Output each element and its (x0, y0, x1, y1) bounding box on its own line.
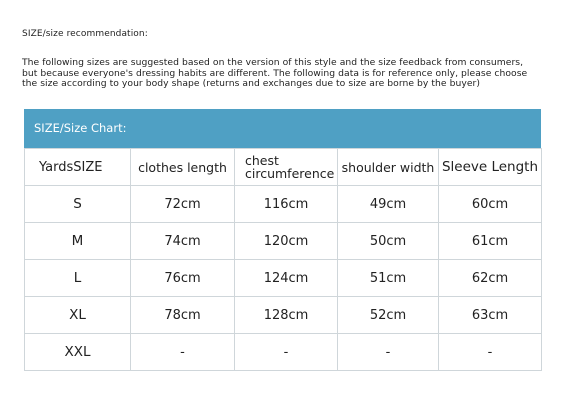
size-cell: M (25, 223, 131, 260)
table-row (25, 186, 542, 223)
size-chart-title: SIZE/Size Chart: (24, 109, 541, 148)
intro-line: the size according to your body shape (returns and exchanges due to size are borne by the buyer) (22, 78, 480, 90)
size-cell: L (25, 260, 131, 297)
column-header-size: YardsSIZE (25, 149, 131, 186)
table-cell: 78cm (131, 297, 235, 334)
table-cell: - (235, 334, 338, 371)
table-cell: 61cm (439, 223, 542, 260)
column-header-sleeve: Sleeve Length (439, 149, 542, 186)
table-cell: 52cm (338, 297, 439, 334)
table-row (25, 334, 542, 371)
table-cell: 72cm (131, 186, 235, 223)
size-chart (24, 109, 541, 371)
table-cell: 116cm (235, 186, 338, 223)
table-cell: 74cm (131, 223, 235, 260)
table-row (25, 260, 542, 297)
page-heading: SIZE/size recommendation: (22, 29, 148, 39)
column-header-clothes-length: clothes length (131, 149, 235, 186)
table-row (25, 223, 542, 260)
size-table (24, 148, 542, 371)
column-header-chest: chest circumference (235, 149, 338, 186)
table-cell: 76cm (131, 260, 235, 297)
intro-line: but because everyone's dressing habits are different. The following data is for reference only, please choose (22, 67, 528, 79)
table-cell: 49cm (338, 186, 439, 223)
size-cell: XXL (25, 334, 131, 371)
table-cell: - (439, 334, 542, 371)
table-cell: 128cm (235, 297, 338, 334)
table-cell: 50cm (338, 223, 439, 260)
table-cell: 60cm (439, 186, 542, 223)
table-cell: 120cm (235, 223, 338, 260)
table-cell: - (131, 334, 235, 371)
table-header-row (25, 149, 542, 186)
intro-line: The following sizes are suggested based on the version of this style and the size feedback from consumers, (22, 57, 524, 68)
table-cell: 51cm (338, 260, 439, 297)
table-cell: 124cm (235, 260, 338, 297)
table-cell: - (338, 334, 439, 371)
table-cell: 62cm (439, 260, 542, 297)
size-cell: S (25, 186, 131, 223)
column-header-shoulder: shoulder width (338, 149, 439, 186)
table-row (25, 297, 542, 334)
intro-text (22, 58, 552, 90)
size-cell: XL (25, 297, 131, 334)
table-cell: 63cm (439, 297, 542, 334)
